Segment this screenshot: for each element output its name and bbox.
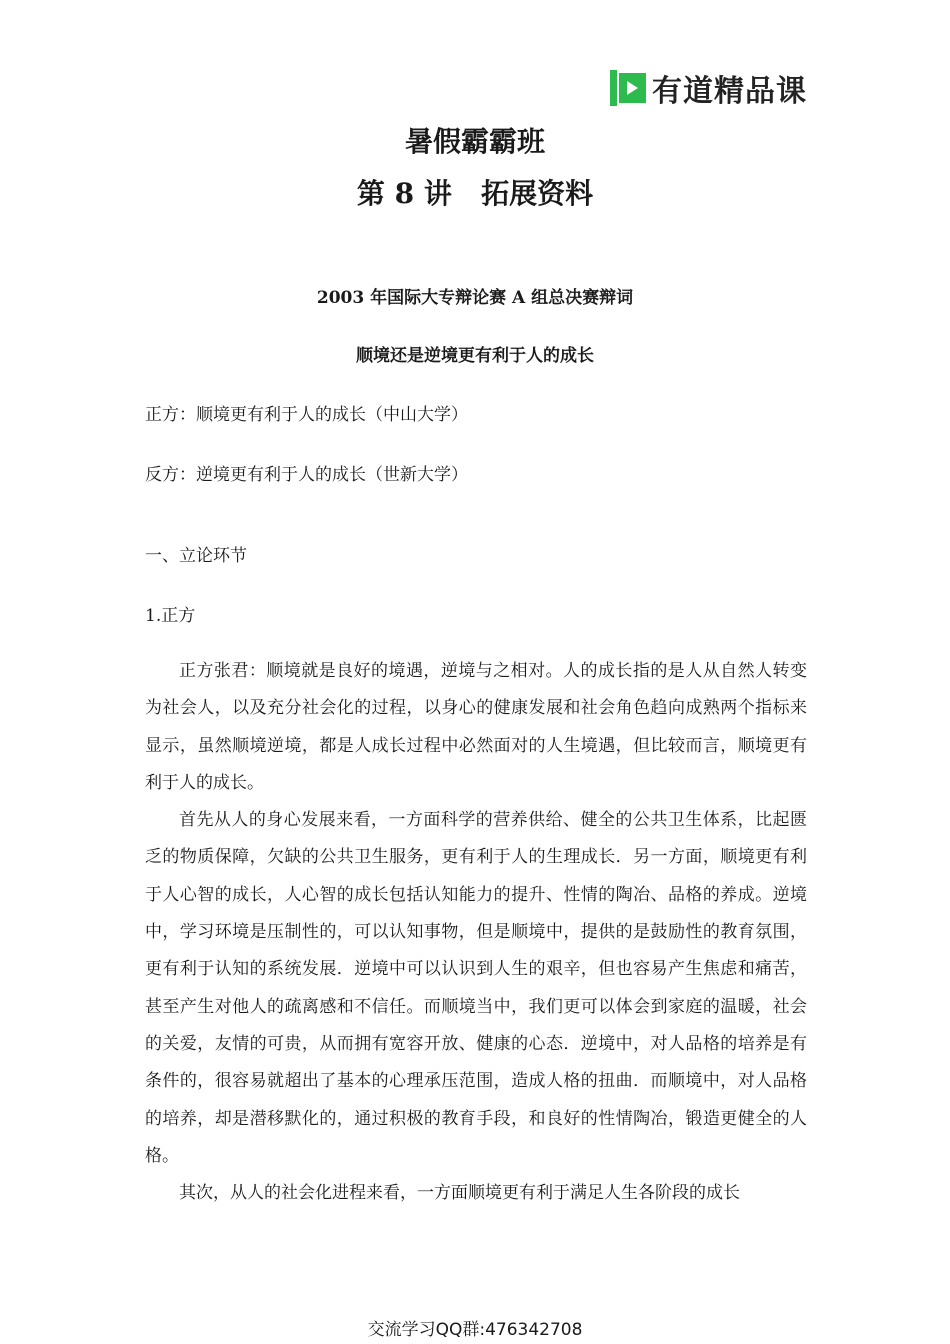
section-heading: 一、立论环节 [145,546,247,566]
paragraph: 其次，从人的社会化进程来看，一方面顺境更有利于满足人生各阶段的成长 [179,1183,740,1204]
debate-event-heading: 2003 年国际大专辩论赛 A 组总决赛辩词 [316,288,634,308]
youdao-book-play-icon [610,70,646,106]
affirmative-side: 正方：顺境更有利于人的成长（中山大学） [145,405,468,425]
page-footer: 交流学习QQ群:476342708 [367,1320,583,1340]
debate-body [145,653,807,1212]
negative-side: 反方：逆境更有利于人的成长（世新大学） [145,465,468,485]
brand-logo [610,66,807,110]
document-title: 暑假霸霸班 [404,125,545,158]
debate-motion-heading: 顺境还是逆境更有利于人的成长 [356,346,594,366]
paragraph: 正方张君：顺境就是良好的境遇，逆境与之相对。人的成长指的是人从自然人转变为社会人，以及充分社会化的过程，以身心的健康发展和社会角色趋向成熟两个指标来显示，虽然顺境逆境，都是人成长过程中必然面对的人生境遇，但比较而言，顺境更有利于人的成长。 [145,661,807,793]
logo-text: 有道精品课 [652,74,807,109]
paragraph: 首先从人的身心发展来看，一方面科学的营养供给、健全的公共卫生体系，比起匮乏的物质保障，欠缺的公共卫生服务，更有利于人的生理成长．另一方面，顺境更有利于人心智的成长，人心智的成长包括认知能力的提升、性情的陶冶、品格的养成。逆境中，学习环境是压制性的，可以认知事物，但是顺境中，提供的是鼓励性的教育氛围，更有利于认知的系统发展．逆境中可以认识到人生的艰辛，但也容易产生焦虑和痛苦，甚至产生对他人的疏离感和不信任。而顺境当中，我们更可以体会到家庭的温暖，社会的关爱，友情的可贵，从而拥有宽容开放、健康的心态．逆境中，对人品格的培养是有条件的，很容易就超出了基本的心理承压范围，造成人格的扭曲．而顺境中，对人品格的培养，却是潜移默化的，通过积极的教育手段，和良好的性情陶冶，锻造更健全的人格。 [145,810,807,1166]
lecture-title: 第 8 讲 拓展资料 [356,177,594,210]
sub-heading: 1.正方 [145,606,196,626]
